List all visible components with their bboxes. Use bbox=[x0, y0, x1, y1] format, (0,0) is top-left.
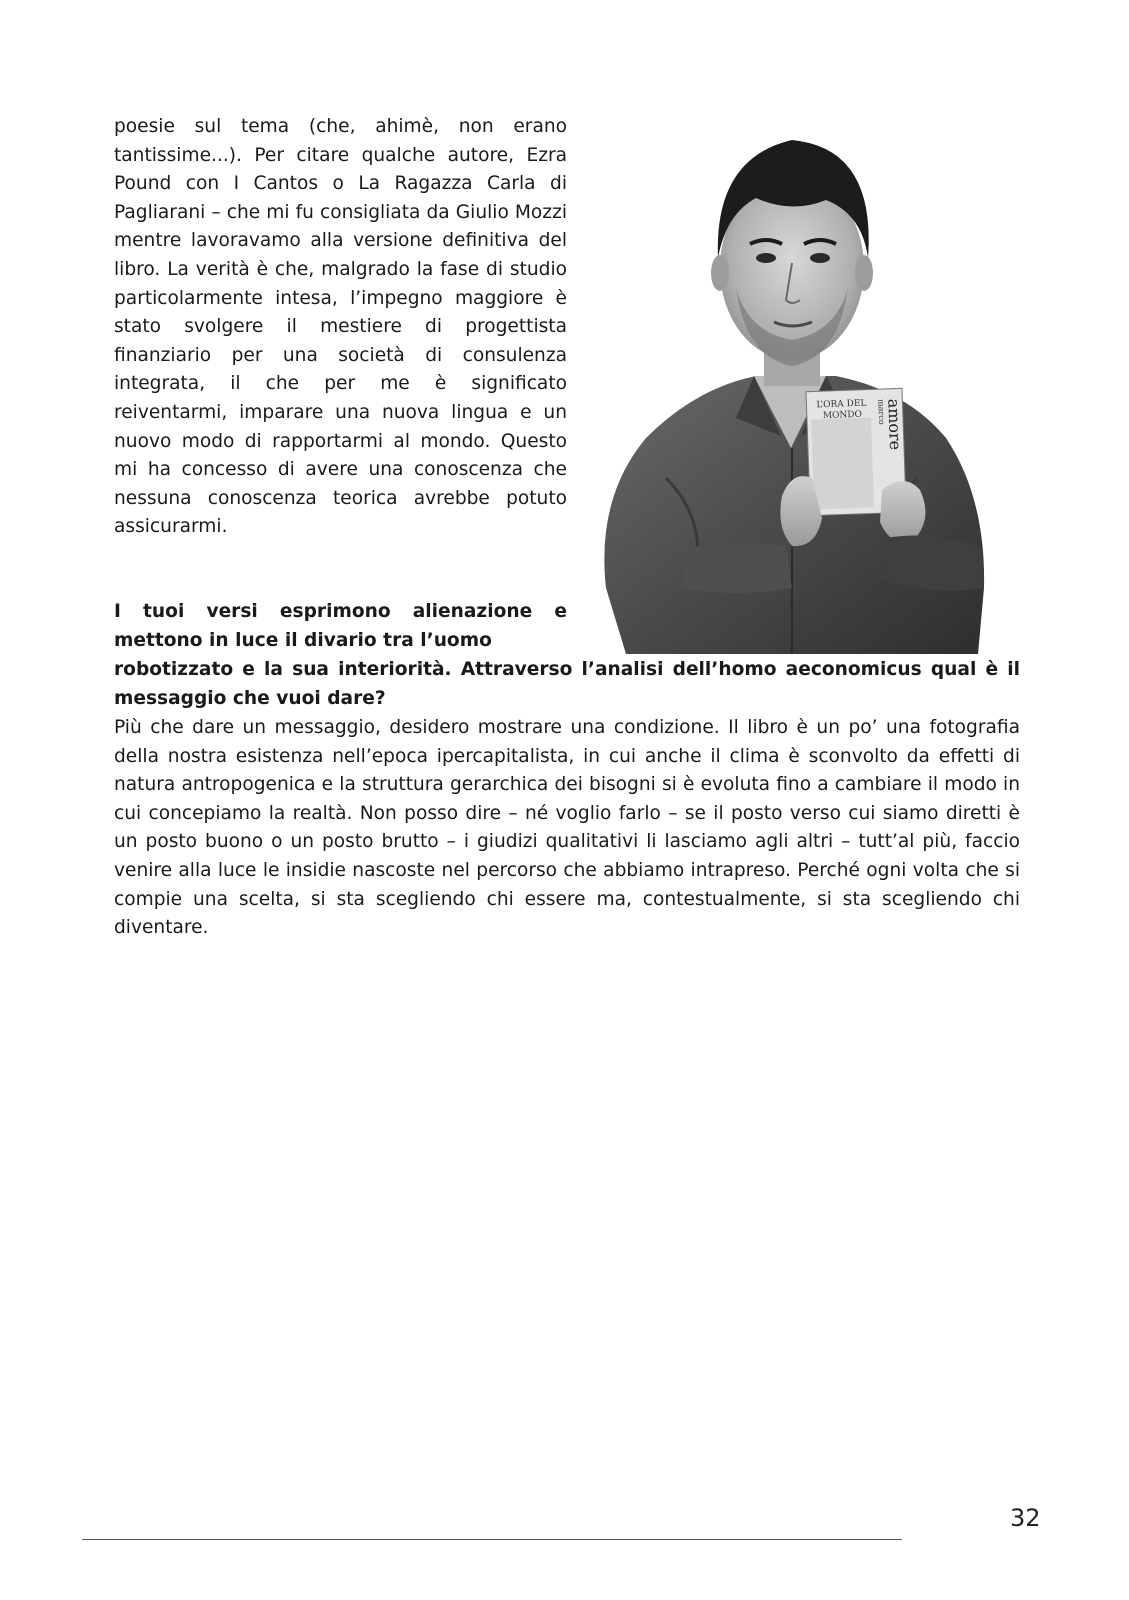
book-author: marco bbox=[876, 398, 887, 425]
interview-answer: Più che dare un messaggio, desidero mostrare una condizione. Il libro è un po’ una fotografia della nostra esistenza nell’epoca ipercapitalista, in cui anche il clima è sconvolto da effetti di natura antropogenica e la struttura gerarchica dei bisogni si è evoluta fino a cambiare il modo in cui concepiamo la realtà. Non posso dire – né voglio farlo – se il posto verso cui siamo diretti è un posto buono o un posto brutto – i giudizi qualitativi li lasciamo agli altri – tutt’al più, faccio venire alla luce le insidie nascoste nel percorso che abbiamo intrapreso. Perché ogni volta che si compie una scelta, si sta scegliendo chi essere ma, contestualmente, si sta scegliendo chi diventare. bbox=[114, 717, 1020, 939]
page-number: 32 bbox=[1010, 1504, 1041, 1532]
interview-question-part2: robotizzato e la sua interiorità. Attraverso l’analisi dell’homo aeconomicus qual è il messaggio che vuoi dare? bbox=[114, 659, 1020, 709]
footer-divider bbox=[82, 1539, 902, 1540]
author-photo-illustration bbox=[586, 118, 1006, 654]
book-title-line2: MONDO bbox=[822, 409, 863, 422]
book-word: amore bbox=[884, 398, 906, 451]
interview-question-part1: I tuoi versi esprimono alienazione e mettono in luce il divario tra l’uomo bbox=[114, 601, 567, 651]
author-photo bbox=[586, 118, 1006, 654]
book-title-line1: L’ORA DEL bbox=[816, 398, 867, 411]
body-paragraph-intro: poesie sul tema (che, ahimè, non erano tantissime...). Per citare qualche autore, Ezra Pound con I Cantos o La Ragazza Carla di Pagliarani – che mi fu consigliata da Giulio Mozzi mentre lavoravamo alla versione definitiva del libro. La verità è che, malgrado la fase di studio particolarmente intesa, l’impegno maggiore è stato svolgere il mestiere di progettista finanziario per una società di consulenza integrata, il che per me è significato reiventarmi, imparare una nuova lingua e un nuovo modo di rapportarmi al mondo. Questo mi ha concesso di avere una conoscenza che nessuna conoscenza teorica avrebbe potuto assicurarmi. bbox=[114, 116, 567, 538]
